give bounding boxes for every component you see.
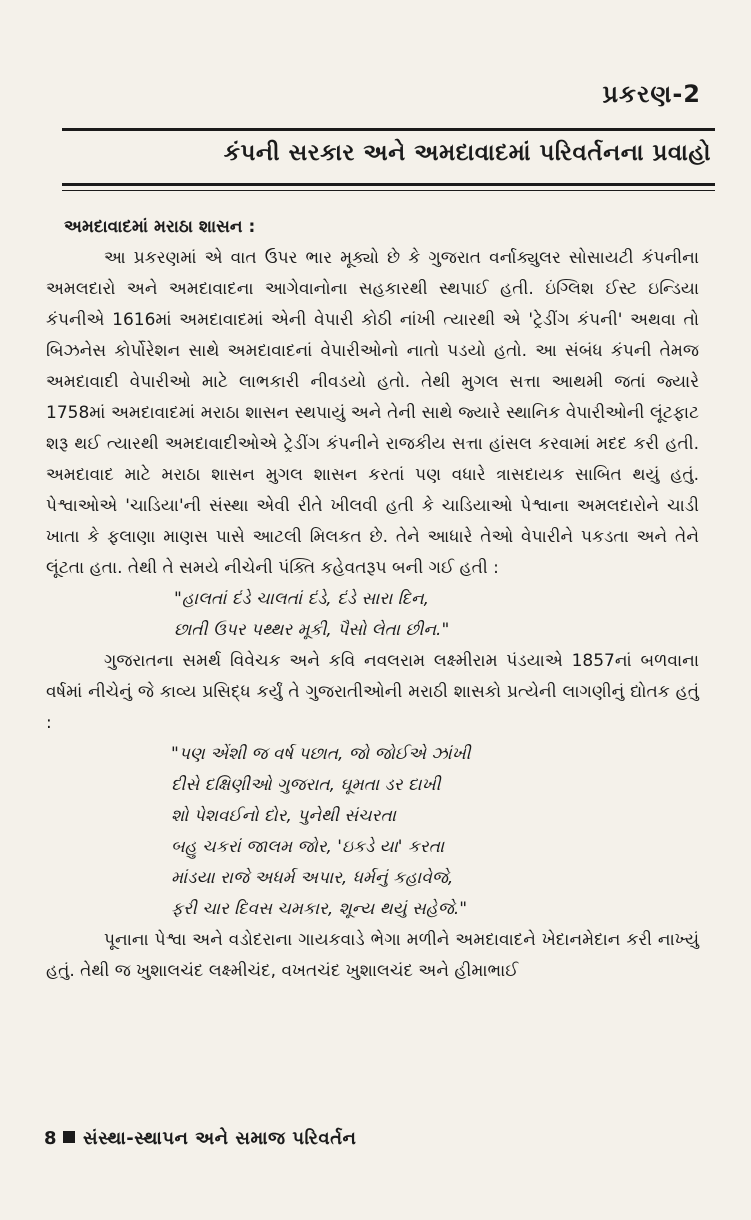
chapter-label: પ્રકરણ-2 (602, 80, 701, 108)
page-number: 8 (44, 1128, 58, 1149)
paragraph-3: પૂનાના પેશ્વા અને વડોદરાના ગાયકવાડે ભેગા મળીને અમદાવાદને ખેદાનમેદાન કરી નાખ્યું હતું. તેથી જ ખુશાલચંદ લક્ષ્મીચંદ, વખતચંદ ખુશાલચંદ અને હીમાભાઈ (46, 930, 699, 981)
chapter-title: કંપની સરકાર અને અમદાવાદમાં પરિવર્તનના પ્રવાહો (223, 140, 711, 166)
paragraph-1: આ પ્રકરણમાં એ વાત ઉપર ભાર મૂક્યો છે કે ગુજરાત વર્નાક્યુલર સોસાયટી કંપનીના અમલદારો અને અમદાવાદના આગેવાનોના સહકારથી સ્થપાઈ હતી. ઇંગ્લિશ ઈસ્ટ ઇન્ડિયા કંપનીએ 1616માં અમદાવાદમાં એની વેપારી કોઠી નાંખી ત્યારથી એ 'ટ્રેડીંગ કંપની' અથવા તો બિઝનેસ કોર્પોરેશન સાથે અમદાવાદનાં વેપારીઓનો નાતો પડયો હતો. આ સંબંધ કંપની તેમજ અમદાવાદી વેપારીઓ માટે લાભકારી નીવડયો હતો. તેથી મુગલ સત્તા આથમી જતાં જ્યારે 1758માં અમદાવાદમાં મરાઠા શાસન સ્થપાયું અને તેની સાથે જ્યારે સ્થાનિક વેપારીઓની લૂંટફાટ શરૂ થઈ ત્યારથી અમદાવાદીઓએ ટ્રેડીંગ કંપનીને રાજકીય સત્તા હાંસલ કરવામાં મદદ કરી હતી. અમદાવાદ માટે મરાઠા શાસન મુગલ શાસન કરતાં પણ વધારે ત્રાસદાયક સાબિત થયું હતું. પેશ્વાઓએ 'ચાડિયા'ની સંસ્થા એવી રીતે ખીલવી હતી કે ચાડિયાઓ પેશ્વાના અમલદારોને ચાડી ખાતા કે ફલાણા માણસ પાસે આટલી મિલકત છે. તેને આધારે તેઓ વેપારીને પકડતા અને તેને લૂંટતા હતા. તેથી તે સમયે નીચેની પંક્તિ કહેવતરૂપ બની ગઈ હતી : (46, 248, 699, 578)
poem-line: ફરી ચાર દિવસ ચમકાર, શૂન્ય થયું સહેજે." (171, 899, 468, 919)
poem-line: શો પેશવઈનો દોર, પુનેથી સંચરતા (171, 806, 396, 826)
poem-line: "પણ એંશી જ વર્ષ પછાત, જો જોઈએ ઝાંખી (171, 744, 471, 764)
body-text (46, 212, 699, 987)
poem (46, 739, 699, 925)
square-bullet-icon (63, 1131, 75, 1143)
couplet-line: છાતી ઉપર પથ્થર મૂકી, પૈસો લેતા છીન." (174, 620, 450, 640)
title-rule-top (62, 128, 715, 131)
title-rule-bottom (62, 183, 715, 186)
title-rule-bottom-thin (62, 190, 715, 191)
poem-line: બહુ ચકરાં જાલમ જોર, 'ઇકડે યા' કરતા (171, 837, 445, 857)
book-title: સંસ્થા-સ્થાપન અને સમાજ પરિવર્તન (83, 1128, 357, 1149)
section-heading: અમદાવાદમાં મરાઠા શાસન : (64, 217, 256, 237)
poem-line: દીસે દક્ષિણીઓ ગુજરાત, ઘૂમતા ડર દાખી (171, 775, 441, 795)
couplet (46, 584, 699, 646)
couplet-line: "હાલતાં દંડે ચાલતાં દંડે, દંડે સારા દિન, (174, 589, 430, 609)
paragraph-2: ગુજરાતના સમર્થ વિવેચક અને કવિ નવલરામ લક્ષ્મીરામ પંડયાએ 1857નાં બળવાના વર્ષમાં નીચેનું જે કાવ્ય પ્રસિદ્ધ કર્યું તે ગુજરાતીઓની મરાઠી શાસકો પ્રત્યેની લાગણીનું દ્યોતક હતું : (46, 651, 699, 733)
poem-line: માંડયા રાજે અધર્મ અપાર, ધર્મનું કહાવેજે, (171, 868, 454, 888)
page-footer (44, 1128, 356, 1149)
